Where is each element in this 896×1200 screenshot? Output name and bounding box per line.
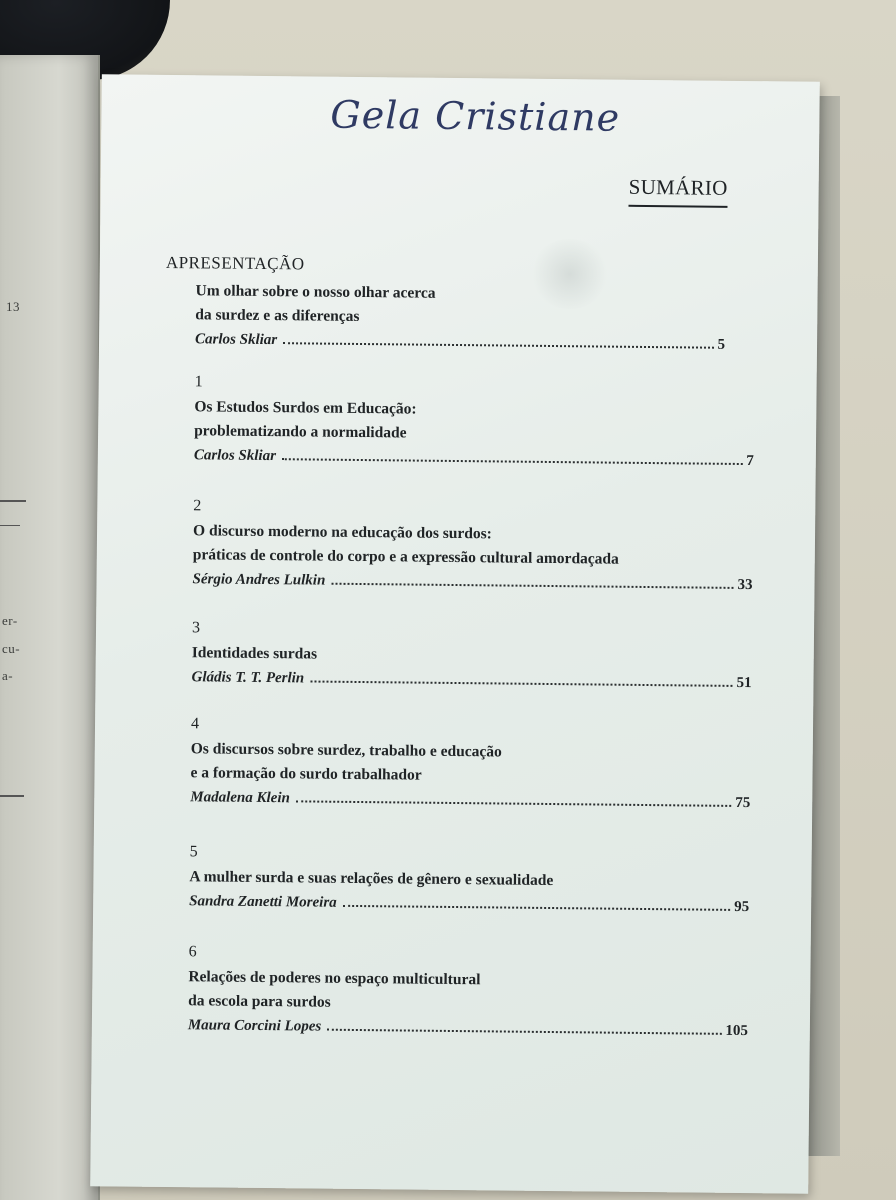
toc-chapter-number: 3 [191,619,201,637]
toc-author-line [188,1013,748,1043]
left-page [0,55,100,1200]
toc-author: Carlos Skliar [194,331,278,349]
page-title: SUMÁRIO [628,175,727,208]
left-page-fragment: er- [2,613,18,628]
toc-author-line [192,567,752,597]
toc-chapter-number: 6 [188,943,197,961]
toc-title-line: Os Estudos Surdos em Educação: [194,398,417,418]
book-page [90,74,820,1193]
toc-page-number: 51 [736,674,752,692]
table-of-contents [165,252,754,1040]
toc-page-number: 75 [735,794,751,812]
toc-title-line: O discurso moderno na educação dos surdos: [192,522,492,543]
toc-author-line [195,327,725,357]
toc-entry-presentation [165,253,726,357]
toc-author: Madalena Klein [190,789,290,807]
left-page-rule [0,525,20,526]
toc-author: Carlos Skliar [193,447,277,465]
toc-section-label: APRESENTAÇÃO [165,252,305,274]
toc-author-line [189,889,749,919]
left-page-rule [0,500,26,502]
toc-title-line: da escola para surdos [188,992,331,1011]
left-page-fragment: cu- [2,641,21,656]
toc-entry-body [165,279,726,357]
dot-leader [310,680,732,686]
toc-author: Sérgio Andres Lulkin [192,571,326,589]
toc-chapter-number: 5 [189,843,198,861]
dot-leader [282,458,742,465]
toc-chapter-number: 4 [190,715,200,733]
dot-leader [296,800,731,807]
dot-leader [327,1029,721,1035]
toc-title-line: Identidades surdas [191,644,318,663]
toc-entry-chapter-4 [160,715,751,815]
dot-leader [283,342,713,349]
toc-author: Sandra Zanetti Moreira [189,893,337,911]
handwritten-note: Gela Cristiane [330,92,621,140]
toc-page-number: 95 [734,898,750,916]
toc-page-number: 33 [737,576,753,594]
toc-chapter-number: 1 [194,373,203,391]
left-page-fragment: a- [2,668,14,683]
toc-title-line: A mulher surda e suas relações de gênero e sexualidade [189,868,554,890]
toc-page-number: 5 [717,336,726,353]
toc-author-line [190,785,750,815]
toc-author-line [194,443,754,473]
toc-title-line: e a formação do surdo trabalhador [190,764,422,784]
toc-title-line: Os discursos sobre surdez, trabalho e educação [190,740,502,761]
toc-title-line: da surdez e as diferenças [195,306,360,325]
toc-entry-chapter-6 [158,943,749,1043]
dot-leader [343,905,730,911]
left-page-page-number: 13 [6,299,20,314]
toc-author: Gládis T. T. Perlin [191,669,305,687]
dot-leader [331,583,733,589]
toc-page-number: 7 [746,453,754,470]
toc-title-line: problematizando a normalidade [194,422,407,442]
toc-entry-chapter-5 [159,843,750,919]
toc-chapter-number: 2 [193,497,202,515]
toc-author-line [191,665,751,695]
toc-title-line: Relações de poderes no espaço multicultural [188,968,481,989]
toc-page-number: 105 [725,1022,748,1040]
toc-title-line: Um olhar sobre o nosso olhar acerca [195,282,436,302]
toc-entry-chapter-3 [161,619,752,695]
toc-title-line: práticas de controle do corpo e a expressão cultural amordaçada [192,546,619,568]
left-page-rule [0,795,24,797]
toc-entry-chapter-2 [162,497,753,597]
toc-entry-chapter-1 [164,373,755,473]
toc-author: Maura Corcini Lopes [187,1017,322,1035]
